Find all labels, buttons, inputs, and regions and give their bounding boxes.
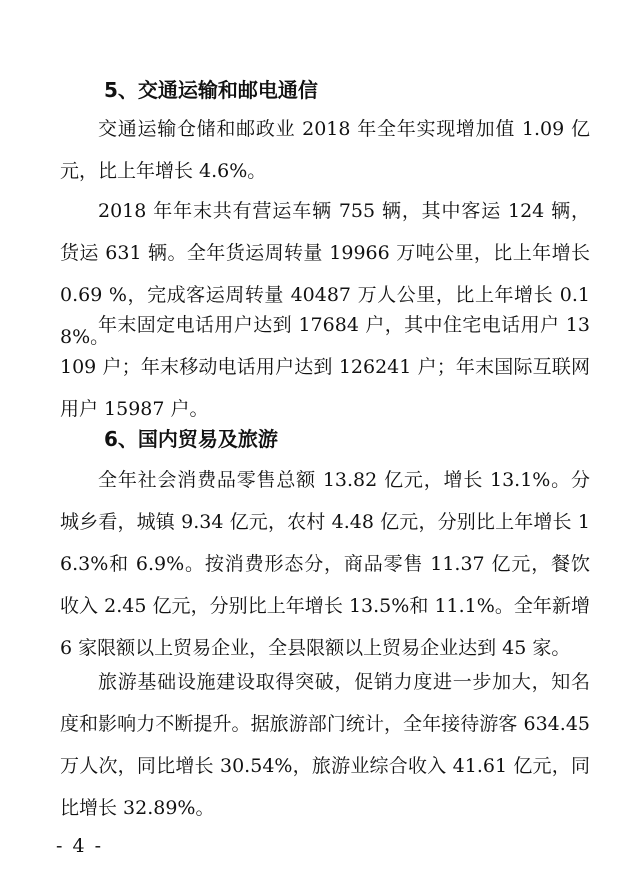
paragraph-tourism: 旅游基础设施建设取得突破，促销力度进一步加大，知名度和影响力不断提升。据旅游部门统计，全年接待游客 634.45 万人次，同比增长 30.54%，旅游业综合收入 41.61 亿元，同比增长 32.89%。 [60,671,590,819]
paragraph-transport-value-added: 交通运输仓储和邮政业 2018 年全年实现增加值 1.09 亿元，比上年增长 4.6%。 [60,118,590,182]
paragraph-vehicles-turnover: 2018 年年末共有营运车辆 755 辆，其中客运 124 辆，货运 631 辆。全年货运周转量 19966 万吨公里，比上年增长 0.69 %，完成客运周转量 40487 万人公里，比上年增长 0.18%。 [60,200,590,348]
paragraph-telecom-users: 年末固定电话用户达到 17684 户，其中住宅电话用户 13109 户；年末移动电话用户达到 126241 户；年末国际互联网用户 15987 户。 [60,314,590,420]
page-number: - 4 - [56,835,104,857]
section-heading-trade-tourism: 6、国内贸易及旅游 [104,427,278,451]
section-heading-transport: 5、交通运输和邮电通信 [104,78,318,102]
paragraph-retail-sales: 全年社会消费品零售总额 13.82 亿元，增长 13.1%。分城乡看，城镇 9.34 亿元，农村 4.48 亿元，分别比上年增长 16.3%和 6.9%。按消费形态分，商品零售 11.37 亿元，餐饮收入 2.45 亿元，分别比上年增长 13.5%和 11.1%。全年新增 6 家限额以上贸易企业，全县限额以上贸易企业达到 45 家。 [60,469,590,659]
